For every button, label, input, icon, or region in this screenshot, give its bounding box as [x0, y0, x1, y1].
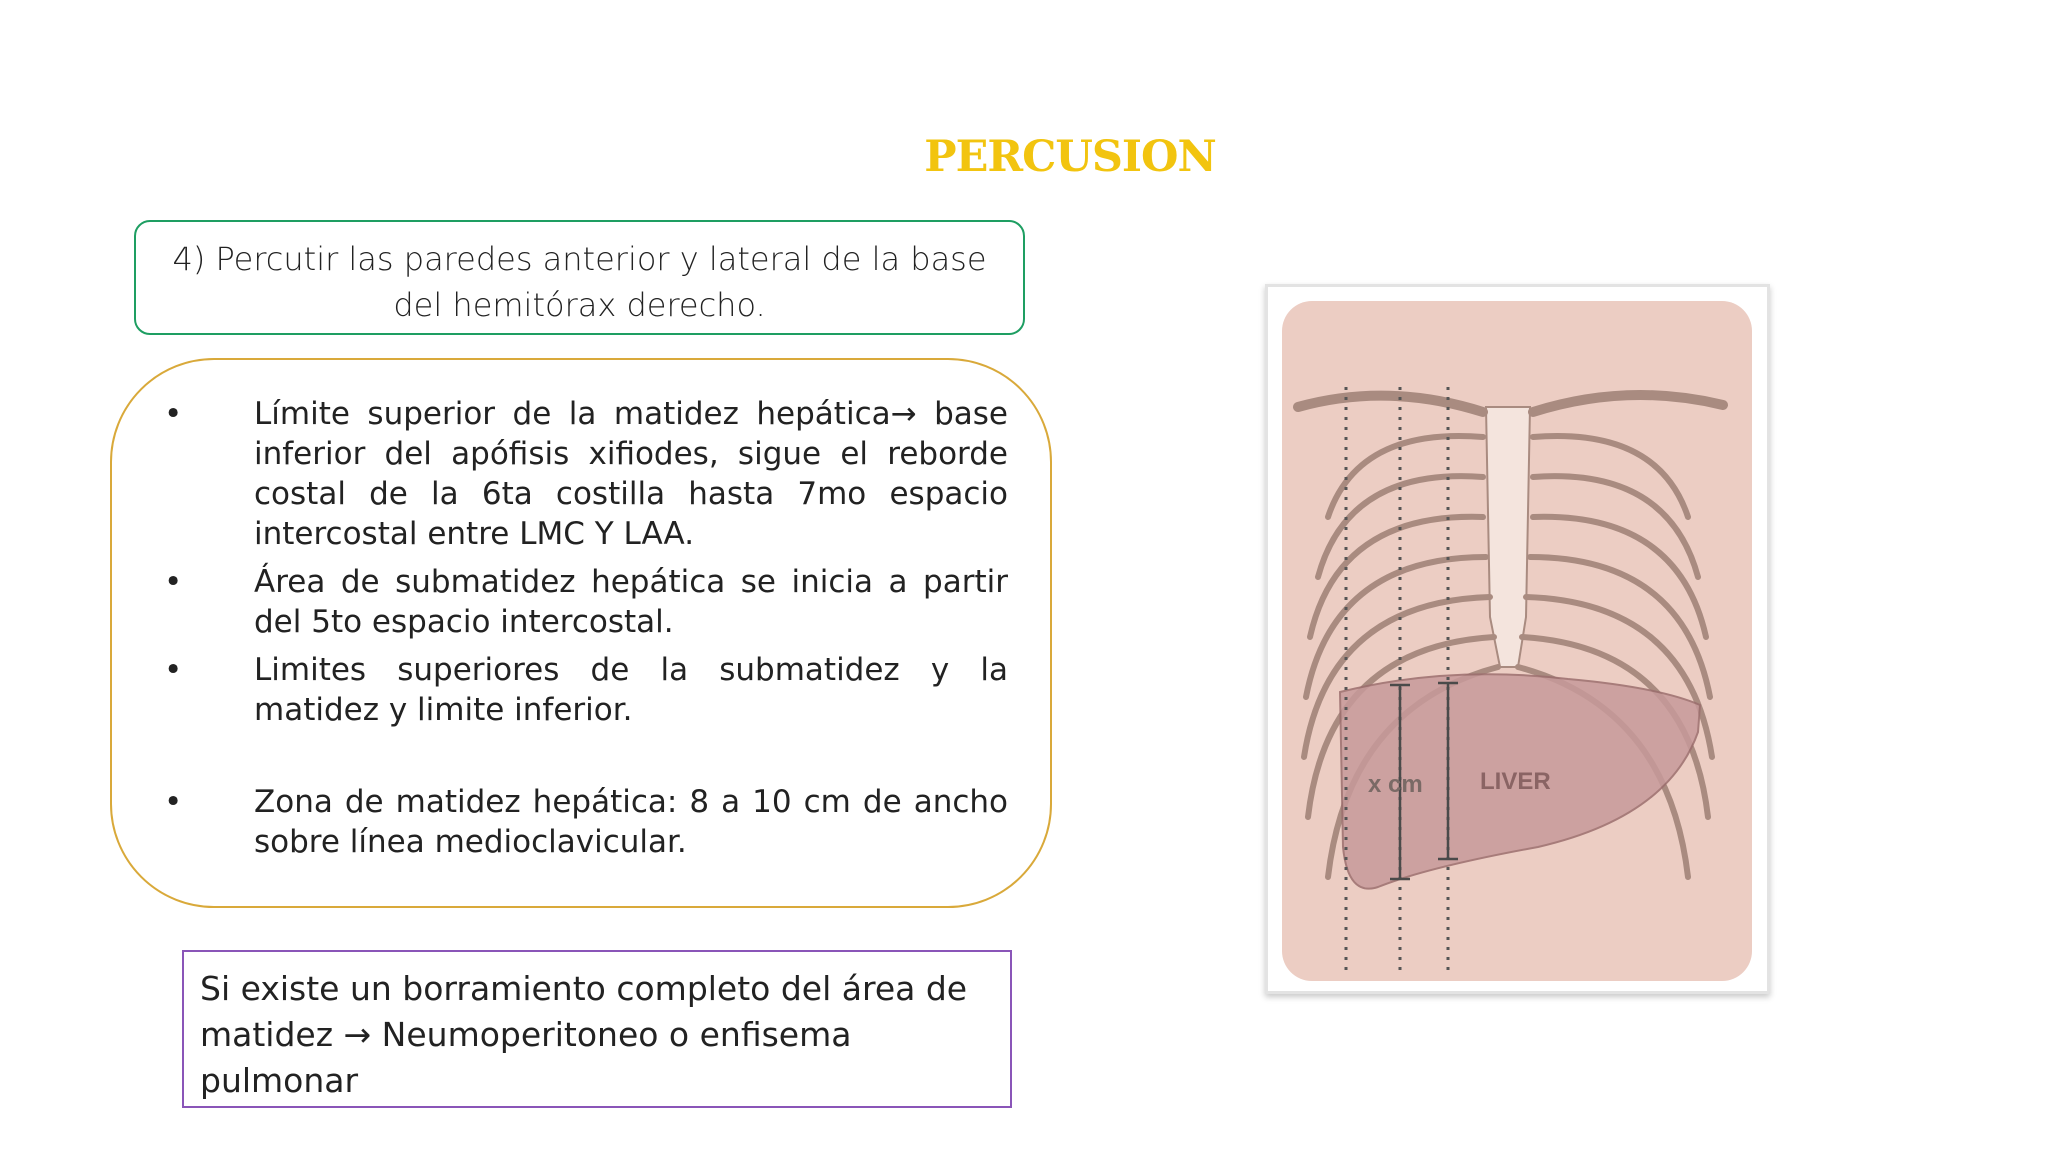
bullet-icon: •: [164, 652, 183, 688]
list-item: [154, 394, 1008, 554]
note-text: Si existe un borramiento completo del área de matidez → Neumoperitoneo o enfisema pulmonar: [200, 969, 968, 1100]
sternum: [1486, 407, 1530, 667]
thorax-diagram: [1268, 287, 1767, 991]
bullet-text: Zona de matidez hepática: 8 a 10 cm de ancho sobre línea medioclavicular.: [254, 784, 1008, 860]
bullet-icon: •: [164, 564, 183, 600]
bullet-text: Limites superiores de la submatidez y la matidez y limite inferior.: [254, 652, 1008, 728]
liver-illustration: [1265, 284, 1770, 994]
list-item: [154, 782, 1008, 862]
slide-title: PERCUSION: [924, 132, 1216, 182]
bullet-text: Límite superior de la matidez hepática→ base inferior del apófisis xifiodes, sigue el reborde costal de la 6ta costilla hasta 7mo espacio intercostal entre LMC Y LAA.: [254, 396, 1008, 552]
liver-label: LIVER: [1480, 768, 1551, 795]
note-box: [182, 950, 1012, 1108]
list-item: [154, 562, 1008, 642]
bullet-icon: •: [164, 784, 183, 820]
step-text: 4) Percutir las paredes anterior y lateral de la base del hemitórax derecho.: [172, 240, 987, 324]
bullet-icon: •: [164, 396, 183, 432]
list-item: [154, 650, 1008, 730]
findings-box: [110, 358, 1052, 908]
measure-label: x cm: [1368, 771, 1423, 798]
bullet-text: Área de submatidez hepática se inicia a partir del 5to espacio intercostal.: [254, 564, 1008, 640]
step-box: [134, 220, 1025, 335]
findings-list: [154, 394, 1008, 862]
